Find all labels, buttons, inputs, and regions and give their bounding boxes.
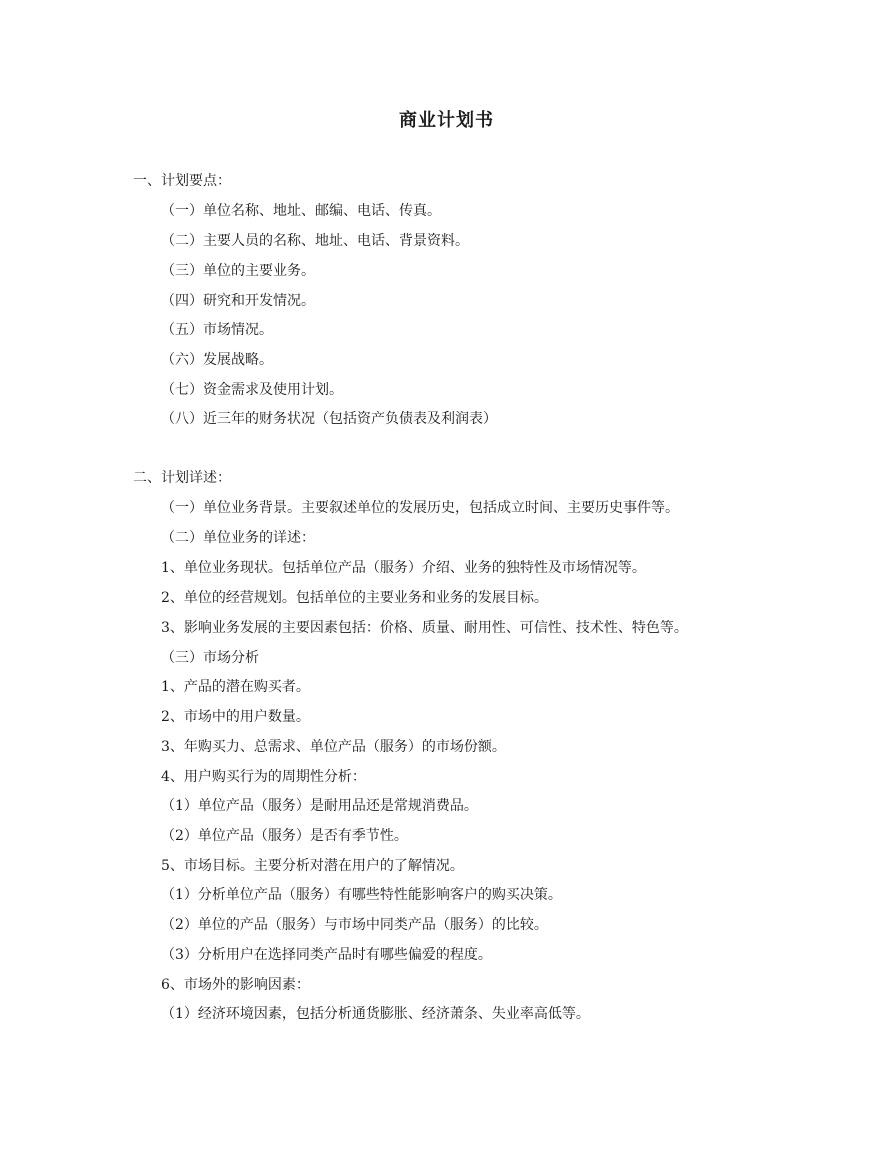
list-item: 2、市场中的用户数量。 xyxy=(161,709,310,725)
list-item: （六）发展战略。 xyxy=(161,352,273,368)
list-item: （三）市场分析 xyxy=(161,650,259,666)
list-item: 1、单位业务现状。包括单位产品（服务）介绍、业务的独特性及市场情况等。 xyxy=(161,560,646,576)
list-item: 2、单位的经营规划。包括单位的主要业务和业务的发展目标。 xyxy=(161,590,548,606)
section-heading-plan-points: 一、计划要点： xyxy=(133,173,231,189)
list-item: （二）单位业务的详述： xyxy=(161,530,315,546)
list-item: （2）单位的产品（服务）与市场中同类产品（服务）的比较。 xyxy=(161,917,548,933)
list-item: （1）经济环境因素，包括分析通货膨胀、经济萧条、失业率高低等。 xyxy=(161,1006,590,1022)
list-item: （1）单位产品（服务）是耐用品还是常规消费品。 xyxy=(161,798,478,814)
list-item: （四）研究和开发情况。 xyxy=(161,293,315,309)
list-item: 3、年购买力、总需求、单位产品（服务）的市场份额。 xyxy=(161,739,506,755)
list-item: （一）单位业务背景。主要叙述单位的发展历史，包括成立时间、主要历史事件等。 xyxy=(161,500,679,516)
list-item: （2）单位产品（服务）是否有季节性。 xyxy=(161,828,408,844)
list-item: （八）近三年的财务状况（包括资产负债表及利润表） xyxy=(161,411,497,427)
list-item: （二）主要人员的名称、地址、电话、背景资料。 xyxy=(161,233,469,249)
list-item: 5、市场目标。主要分析对潜在用户的了解情况。 xyxy=(161,858,464,874)
list-item: （3）分析用户在选择同类产品时有哪些偏爱的程度。 xyxy=(161,947,492,963)
list-item: 4、用户购买行为的周期性分析： xyxy=(161,769,366,785)
list-item: （七）资金需求及使用计划。 xyxy=(161,382,343,398)
section-heading-plan-details: 二、计划详述： xyxy=(133,470,231,486)
list-item: （一）单位名称、地址、邮编、电话、传真。 xyxy=(161,203,441,219)
document-title: 商业计划书 xyxy=(399,110,494,131)
list-item: （三）单位的主要业务。 xyxy=(161,263,315,279)
list-item: 3、影响业务发展的主要因素包括：价格、质量、耐用性、可信性、技术性、特色等。 xyxy=(161,620,688,636)
list-item: （1）分析单位产品（服务）有哪些特性能影响客户的购买决策。 xyxy=(161,887,562,903)
list-item: 6、市场外的影响因素： xyxy=(161,977,310,993)
list-item: 1、产品的潜在购买者。 xyxy=(161,679,310,695)
list-item: （五）市场情况。 xyxy=(161,322,273,338)
